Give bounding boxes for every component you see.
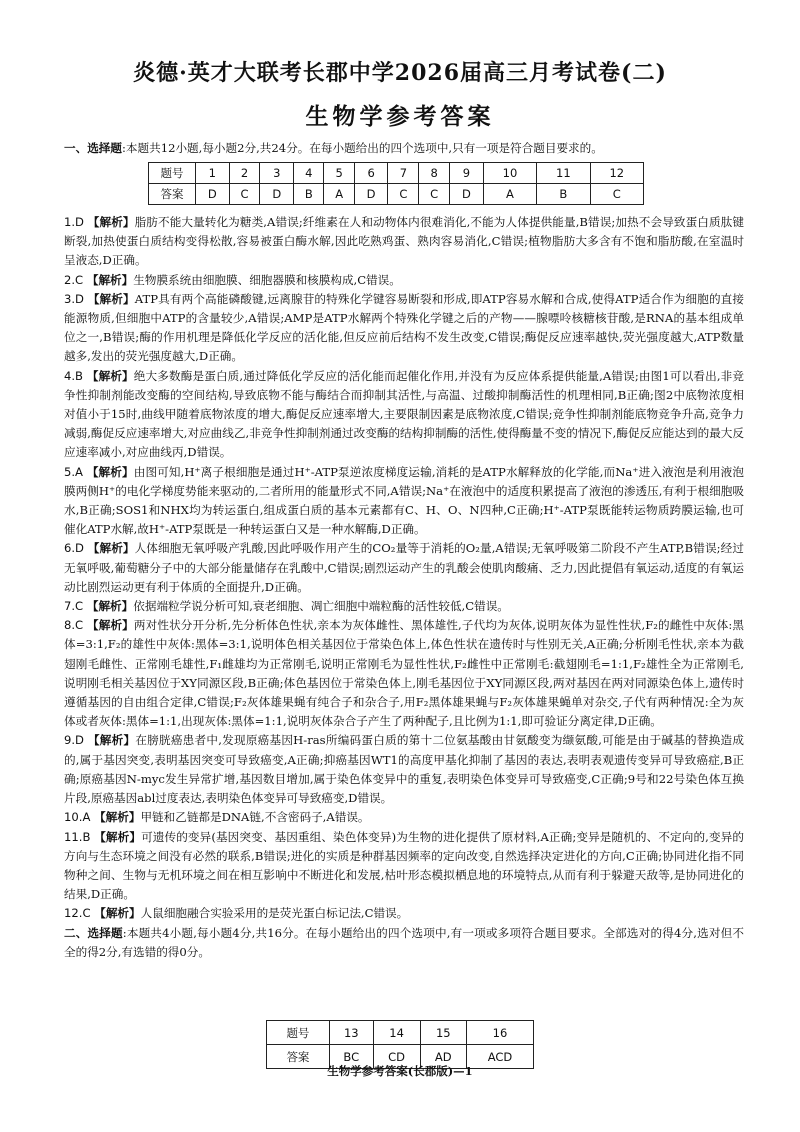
explanation-item-12: 12.C 【解析】人鼠细胞融合实验采用的是荧光蛋白标记法,C错误。	[64, 906, 409, 921]
question-number: 1	[196, 163, 230, 184]
answer-cell: ACD	[466, 1045, 533, 1069]
page-footer: 生物学参考答案(长郡版)—1	[327, 1064, 473, 1078]
question-number-row	[267, 1021, 534, 1045]
section2-instruction: :本题共4小题,每小题4分,共16分。在每小题给出的四个选项中,有一项或多项符合题目要求。全部选对的得4分,选对但不全的得2分,有选错的得0分。	[64, 925, 744, 959]
question-number: 5	[324, 163, 354, 184]
answer-cell: C	[590, 184, 643, 205]
explanation-item-2: 2.C 【解析】生物膜系统由细胞膜、细胞器膜和核膜构成,C错误。	[64, 272, 401, 287]
section1-number: 一、	[64, 141, 88, 155]
answer-cell: AD	[420, 1045, 466, 1069]
answer-cell: C	[229, 184, 260, 205]
row-label-answer: 答案	[149, 184, 196, 205]
question-number: 12	[590, 163, 643, 184]
question-number: 11	[537, 163, 590, 184]
answer-cell: D	[450, 184, 484, 205]
answer-cell: B	[294, 184, 324, 205]
question-number: 13	[329, 1021, 373, 1045]
explanation-item-4: 4.B 【解析】绝大多数酶是蛋白质,通过降低化学反应的活化能而起催化作用,并没有为反应体系提供能量,A错误;由图1可以看出,非竞争性抑制剂能改变酶的空间结构,导致底物不能与酶结合而抑制其活性,与高温、过酸抑制酶活性的机理相同,B正确;图2中底物浓度相对值小于15时,曲线甲随着底物浓度的增大,酶促反应速率增大,主要限制因素是底物浓度,C错误;竞争性抑制剂能底物竞争升高,竞争力减弱,酶促反应速率增大,对应曲线乙,非竞争性抑制剂通过改变酶的结构抑制酶的活性,使得酶量不变的情况下,酶促反应能达到的最大反应速率减小,对应曲线丙,D错误。	[64, 368, 744, 460]
question-number: 14	[373, 1021, 420, 1045]
answer-cell: A	[483, 184, 536, 205]
question-number: 16	[466, 1021, 533, 1045]
question-number: 10	[483, 163, 536, 184]
section2-heading	[64, 924, 744, 962]
section1-heading	[64, 139, 744, 158]
answer-cell: C	[388, 184, 419, 205]
explanation-list	[64, 213, 744, 962]
question-number: 8	[419, 163, 450, 184]
answer-cell: BC	[329, 1045, 373, 1069]
answer-cell: C	[419, 184, 450, 205]
answer-cell: D	[196, 184, 230, 205]
section1-label: 选择题	[87, 141, 122, 155]
exam-title: 炎德·英才大联考长郡中学2026届高三月考试卷(二)	[133, 60, 667, 86]
question-number: 9	[450, 163, 484, 184]
answer-cell: D	[260, 184, 294, 205]
section1-instruction: :本题共12小题,每小题2分,共24分。在每小题给出的四个选项中,只有一项是符合题目要求的。	[122, 141, 603, 155]
question-number-row	[149, 163, 644, 184]
question-number: 3	[260, 163, 294, 184]
document-title: 生物学参考答案	[305, 104, 495, 130]
explanation-item-3: 3.D 【解析】ATP具有两个高能磷酸键,远离腺苷的特殊化学键容易断裂和形成,即ATP容易水解和合成,使得ATP适合作为细胞的直接能源物质,但细胞中ATP的含量较少,A错误;AMP是ATP水解两个特殊化学键之后的产物——腺嘌呤核糖核苷酸,是RNA的基本组成单位之一,B错误;酶的作用机理是降低化学反应的活化能,但反应前后结构不发生改变,C错误;酶促反应速率越快,荧光强度越大,ATP数量越多,发出的荧光强度越大,D正确。	[64, 291, 744, 364]
section2-number: 二、	[64, 925, 88, 940]
answer-cell: B	[537, 184, 590, 205]
row-label-answer: 答案	[267, 1045, 330, 1069]
explanation-item-8: 8.C 【解析】两对性状分开分析,先分析体色性状,亲本为灰体雌性、黑体雄性,子代均为灰体,说明灰体为显性性状,F₂的雌性中灰体:黑体=3:1,F₂的雄性中灰体:黑体=3:1,说明体色相关基因位于常染色体上,体色性状在遗传时与性别无关,A正确;分析刚毛性状,亲本为截翅刚毛雌性、正常刚毛雄性,F₁雌雄均为正常刚毛,说明正常刚毛为显性性状,F₂雌性中正常刚毛:截翅刚毛=1:1,F₂雄性全为正常刚毛,说明刚毛相关基因位于XY同源区段,B正确;体色基因位于常染色体上,刚毛基因位于XY同源区段,两对基因在两对同源染色体上,遗传时遵循基因的自由组合定律,C错误;F₂灰体雄果蝇有纯合子和杂合子,用F₂黑体雄果蝇与F₂灰体雄果蝇单对杂交,子代有两种情况:全为灰体或者灰体:黑体=1:1,出现灰体:黑体=1:1,说明灰体杂合子产生了两种配子,且比例为1:1,即可验证分离定律,D正确。	[64, 618, 745, 729]
answer-cell: CD	[373, 1045, 420, 1069]
explanation-item-9: 9.D 【解析】在膀胱癌患者中,发现原癌基因H-ras所编码蛋白质的第十二位氨基酸由甘氨酸变为缬氨酸,可能是由于碱基的替换造成的,属于基因突变,表明基因突变可导致癌变,A正确;抑癌基因WT1的高度甲基化抑制了基因的表达,表明表观遗传变异可导致癌症,B正确;原癌基因N-myc发生异常扩增,基因数目增加,属于染色体变异中的重复,表明染色体变异可导致癌变,C正确;9号和22号染色体互换片段,原癌基因abl过度表达,表明染色体变异可导致癌变,D错误。	[64, 733, 744, 806]
explanation-item-1: 1.D 【解析】脂肪不能大量转化为糖类,A错误;纤维素在人和动物体内很难消化,不能为人体提供能量,B错误;加热不会导致蛋白质肽键断裂,加热使蛋白质结构变得松散,容易被蛋白酶水解,因此吃熟鸡蛋、熟肉容易消化,C错误;植物脂肪大多含有不饱和脂肪酸,在室温时呈液态,D正确。	[64, 215, 744, 268]
answer-cell: D	[354, 184, 388, 205]
row-label-question: 题号	[267, 1021, 330, 1045]
section2-label: 选择题	[87, 925, 123, 940]
section1-answer-table	[148, 162, 644, 205]
explanation-item-7: 7.C 【解析】依据端粒学说分析可知,衰老细胞、凋亡细胞中端粒酶的活性较低,C错误。	[64, 599, 509, 614]
explanation-item-11: 11.B 【解析】可遗传的变异(基因突变、基因重组、染色体变异)为生物的进化提供了原材料,A正确;变异是随机的、不定向的,变异的方向与生态环境之间没有必然的联系,B错误;进化的实质是种群基因频率的定向改变,自然选择决定进化的方向,C正确;协同进化指不同物种之间、生物与无机环境之间在相互影响中不断进化和发展,枯叶形态模拟栖息地的环境特点,从而有利于躲避天敌等,是协同进化的结果,D正确。	[64, 829, 744, 902]
answer-cell: A	[324, 184, 354, 205]
question-number: 7	[388, 163, 419, 184]
row-label-question: 题号	[149, 163, 196, 184]
explanation-item-5: 5.A 【解析】由图可知,H⁺离子根细胞是通过H⁺-ATP泵逆浓度梯度运输,消耗的是ATP水解释放的化学能,而Na⁺进入液泡是利用液泡膜两侧H⁺的电化学梯度势能来驱动的,二者所用的能量形式不同,A错误;Na⁺在液泡中的适度积累提高了液泡的渗透压,有利于根细胞吸水,B正确;SOS1和NHX均为转运蛋白,组成蛋白质的基本元素都有C、H、O、N四种,C正确;H⁺-ATP泵既能转运物质跨膜运输,也可催化ATP水解,故H⁺-ATP泵既是一种转运蛋白又是一种水解酶,D正确。	[64, 464, 744, 537]
section2-answer-table	[266, 1020, 534, 1069]
question-number: 6	[354, 163, 388, 184]
question-number: 2	[229, 163, 260, 184]
question-number: 15	[420, 1021, 466, 1045]
explanation-item-10: 10.A 【解析】甲链和乙链都是DNA链,不含密码子,A错误。	[64, 810, 370, 825]
explanation-item-6: 6.D 【解析】人体细胞无氧呼吸产乳酸,因此呼吸作用产生的CO₂量等于消耗的O₂量,A错误;无氧呼吸第二阶段不产生ATP,B错误;经过无氧呼吸,葡萄糖分子中的大部分能量储存在乳酸中,C错误;剧烈运动产生的乳酸会使肌肉酸痛、乏力,因此提倡有氧运动,适度的有氧运动比剧烈运动更有利于体质的全面提升,D正确。	[64, 541, 744, 594]
answer-row	[149, 184, 644, 205]
question-number: 4	[294, 163, 324, 184]
